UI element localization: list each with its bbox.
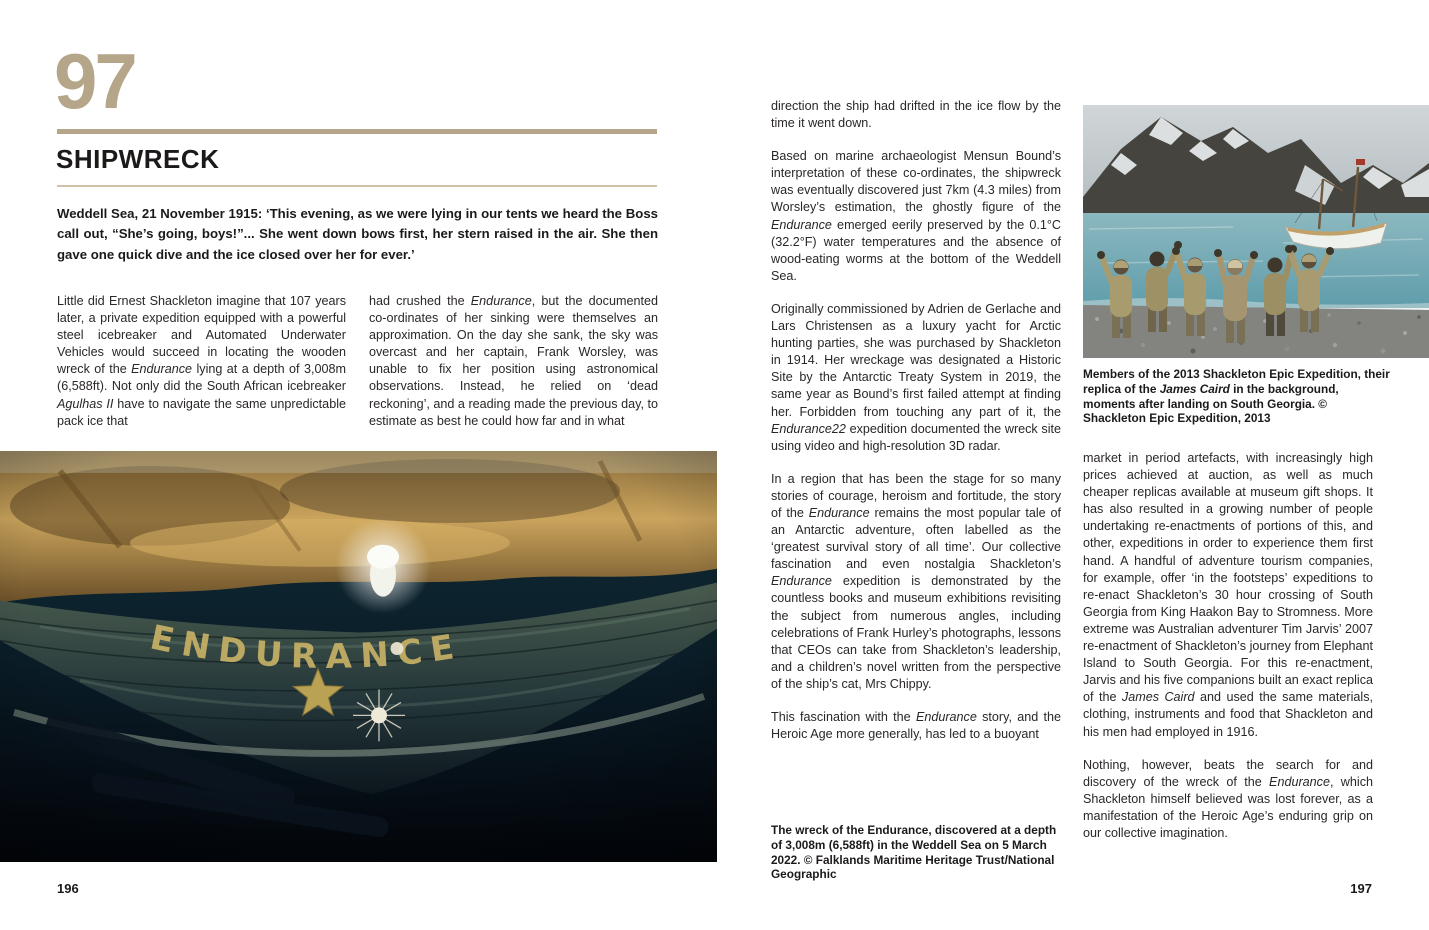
- page-number-right: 197: [1350, 881, 1372, 896]
- right-column: [1083, 450, 1373, 858]
- body-columns: [57, 293, 658, 430]
- chapter-title: SHIPWRECK: [56, 144, 220, 174]
- paragraph: market in period artefacts, with increasingly high prices achieved at auction, as well as much cheaper replicas available at museum gift shops. It has also resulted in a growing number of people undertaking re-enactments of portions of this, and other, expeditions in order to experience them first hand. A handful of adventure tourism companies, for example, offer ‘in the footsteps’ expeditions to re-enact Shackleton’s 30 hour crossing of South Georgia from King Haakon Bay to Stromness. More extreme was Australian adventurer Tim Jarvis’ 2007 re-enactment of Shackleton’s journey from Elephant Island to South Georgia. For this re-enactment, Jarvis and his five companions built an exact replica of the James Caird and used the same materials, clothing, instruments and food that Shackleton and his men had employed in 1916.: [1083, 451, 1373, 739]
- rule-thin: [57, 185, 657, 187]
- paragraph: Based on marine archaeologist Mensun Bound’s interpretation of these co-ordinates, the shipwreck was eventually discovered just 7km (4.3 miles) from Worsley’s estimation, the ghostly figure of the Endurance emerged eerily preserved by the 0.1°C (32.2°F) water temperatures and the absence of wood-eating worms at the bottom of the Weddell Sea.: [771, 149, 1061, 283]
- paragraph: Nothing, however, beats the search for and discovery of the wreck of the Endurance, which Shackleton himself believed was lost forever, as a manifestation of the Heroic Age’s enduring grip on our collective imagination.: [1083, 757, 1373, 840]
- paragraph: This fascination with the Endurance story, and the Heroic Age more generally, has led to a buoyant: [771, 710, 1061, 742]
- body-column-2: had crushed the Endurance, but the documented co-ordinates of her sinking were themselves an approximation. On the day she sank, the sky was overcast and her captain, Frank Worsley, was unable to fix her position using astronomical observations. Instead, he relied on ‘dead reckoning’, and a reading made the previous day, to estimate as best he could how far and in what: [369, 294, 658, 428]
- endurance-wreck-illustration: [0, 451, 717, 862]
- paragraph: Originally commissioned by Adrien de Gerlache and Lars Christensen as a luxury yacht for Arctic hunting parties, she was purchased by Shackleton in 1914. Her wreckage was designated a Historic Site by the Antarctic Treaty System in 2019, the same year as Bound’s first failed attempt at finding her. Forbidden from touching any part of it, the Endurance22 expedition documented the wreck site using video and high-resolution 3D radar.: [771, 301, 1061, 453]
- endurance-wreck-photo: [0, 451, 717, 862]
- chapter-number: 97: [54, 37, 135, 125]
- rule-thick: [57, 129, 657, 134]
- vignette: [0, 451, 717, 862]
- paragraph: In a region that has been the stage for so many stories of courage, heroism and fortitude, the story of the Endurance remains the most popular tale of an Antarctic adventure, often labelled as the ‘greatest survival story of all time’. Our collective fascination and even nostalgia Shackleton’s Endurance expedition is demonstrated by the countless books and museum exhibitions revisiting the subject from numerous angles, including celebrations of Frank Hurley’s photographs, lessons that CEOs can take from Shackleton’s leadership, and a children’s novel written from the perspective of the ship’s cat, Mrs Chippy.: [771, 471, 1062, 691]
- standfirst-quote: Weddell Sea, 21 November 1915: ‘This evening, as we were lying in our tents we heard the Boss call out, “She’s going, boys!”... She went down bows first, her stern raised in the air. She then gave one quick dive and the ice closed over her for ever.’: [57, 206, 658, 262]
- wreck-photo-caption: The wreck of the Endurance, discovered at a depth of 3,008m (6,588ft) in the Weddell Sea on 5 March 2022. © Falklands Maritime Heritage Trust/National Geographic: [771, 823, 1057, 882]
- paragraph: direction the ship had drifted in the ice flow by the time it went down.: [771, 99, 1061, 131]
- expedition-photo-caption: Members of the 2013 Shackleton Epic Expedition, their replica of the James Caird in the background, moments after landing on South Georgia. © Shackleton Epic Expedition, 2013: [1083, 367, 1390, 426]
- pebble-beach: [1083, 305, 1429, 358]
- page-number-left: 196: [57, 881, 79, 896]
- middle-column: [771, 98, 1061, 759]
- expedition-photo: [1083, 105, 1429, 358]
- expedition-illustration: [1083, 105, 1429, 358]
- body-column-1: Little did Ernest Shackleton imagine that 107 years later, a private expedition equipped with a powerful steel icebreaker and Automated Underwater Vehicles would succeed in locating the wooden wreck of the Endurance lying at a depth of 3,008m (6,588ft). Not only did the South African icebreaker Agulhas II have to navigate the same unpredictable pack ice that: [57, 294, 346, 428]
